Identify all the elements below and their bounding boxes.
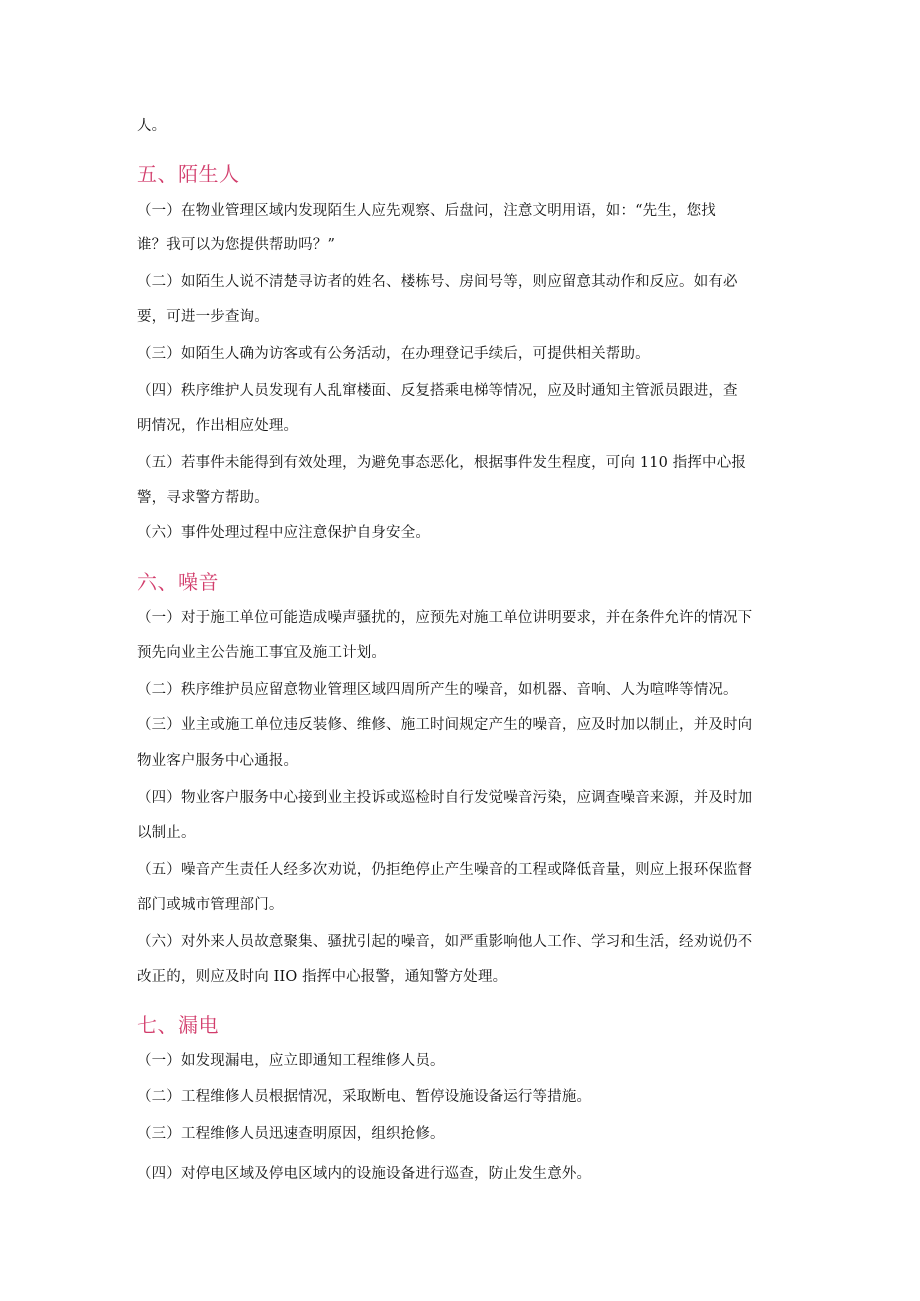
paragraph-line: （一）对于施工单位可能造成噪声骚扰的，应预先对施工单位讲明要求，并在条件允许的情况下	[137, 610, 753, 626]
paragraph-line: 要，可进一步查询。	[137, 309, 269, 325]
paragraph-line: （五）若事件未能得到有效处理，为避免事态恶化，根据事件发生程度，可向 110 指挥中心报	[137, 455, 746, 471]
paragraph-line: 警，寻求警方帮助。	[137, 490, 269, 506]
paragraph-line: （一）如发现漏电，应立即通知工程维修人员。	[137, 1053, 445, 1069]
paragraph-line: （二）如陌生人说不清楚寻访者的姓名、楼栋号、房间号等，则应留意其动作和反应。如有必	[137, 274, 738, 290]
paragraph-line: （六）事件处理过程中应注意保护自身安全。	[137, 525, 430, 541]
paragraph-line: 预先向业主公告施工事宜及施工计划。	[137, 645, 387, 661]
paragraph-line: （二）工程维修人员根据情况，采取断电、暂停设施设备运行等措施。	[137, 1089, 592, 1105]
section-heading-strangers: 五、陌生人	[137, 162, 240, 186]
paragraph-line: （三）如陌生人确为访客或有公务活动，在办理登记手续后，可提供相关帮助。	[137, 346, 650, 362]
paragraph-line: 改正的，则应及时向 IIO 指挥中心报警，通知警方处理。	[137, 969, 508, 985]
paragraph-line: 物业客户服务中心通报。	[137, 753, 299, 769]
section-heading-electric-leak: 七、漏电	[137, 1013, 219, 1037]
section-heading-noise: 六、噪音	[137, 570, 219, 594]
paragraph-line: 谁？我可以为您提供帮助吗？”	[137, 237, 336, 253]
paragraph-line: （二）秩序维护员应留意物业管理区域四周所产生的噪音，如机器、音响、人为喧哗等情况。	[137, 682, 738, 698]
paragraph-line: （一）在物业管理区域内发现陌生人应先观察、后盘问，注意文明用语，如：“先生，您找	[137, 203, 716, 219]
paragraph-line: （六）对外来人员故意聚集、骚扰引起的噪音，如严重影响他人工作、学习和生活，经劝说仍不	[137, 934, 753, 950]
paragraph-line: 明情况，作出相应处理。	[137, 418, 299, 434]
paragraph-line: （三）业主或施工单位违反装修、维修、施工时间规定产生的噪音，应及时加以制止，并及时向	[137, 717, 753, 733]
paragraph-line: 部门或城市管理部门。	[137, 897, 284, 913]
paragraph-line: （四）秩序维护人员发现有人乱窜楼面、反复搭乘电梯等情况，应及时通知主管派员跟进，查	[137, 383, 738, 399]
intro-tail-text: 人。	[137, 118, 167, 134]
paragraph-line: （五）噪音产生责任人经多次劝说，仍拒绝停止产生噪音的工程或降低音量，则应上报环保监督	[137, 862, 753, 878]
paragraph-line: （四）对停电区域及停电区域内的设施设备进行巡查，防止发生意外。	[137, 1166, 592, 1182]
paragraph-line: 以制止。	[137, 825, 196, 841]
paragraph-line: （四）物业客户服务中心接到业主投诉或巡检时自行发觉噪音污染，应调查噪音来源，并及时加	[137, 790, 753, 806]
paragraph-line: （三）工程维修人员迅速查明原因，组织抢修。	[137, 1126, 445, 1142]
